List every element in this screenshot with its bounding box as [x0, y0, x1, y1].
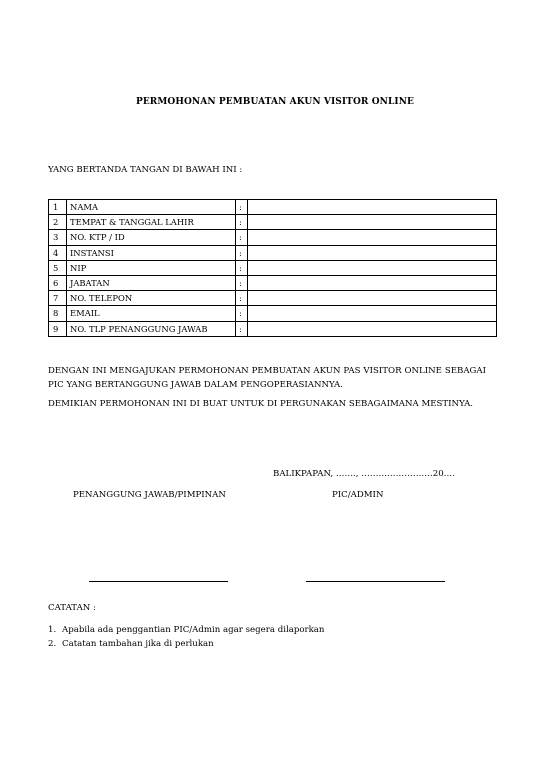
field-value-email[interactable] — [248, 306, 497, 321]
table-row — [49, 245, 497, 260]
field-label: JABATAN — [67, 276, 236, 291]
row-number: 6 — [49, 276, 67, 291]
field-value-jabatan[interactable] — [248, 276, 497, 291]
row-number: 8 — [49, 306, 67, 321]
table-row — [49, 276, 497, 291]
field-label: NO. TELEPON — [67, 291, 236, 306]
table-row — [49, 321, 497, 336]
place-date-line: BALIKPAPAN, ……., …………………….20…. — [273, 469, 455, 479]
row-number: 9 — [49, 321, 67, 336]
field-colon: : — [236, 200, 248, 215]
field-colon: : — [236, 276, 248, 291]
notes-heading: CATATAN : — [48, 603, 96, 613]
document-title: PERMOHONAN PEMBUATAN AKUN VISITOR ONLINE — [135, 97, 415, 107]
applicant-form-table — [48, 199, 497, 337]
signatory-right-label: PIC/ADMIN — [332, 490, 384, 500]
row-number: 5 — [49, 260, 67, 275]
field-value-instansi[interactable] — [248, 245, 497, 260]
field-colon: : — [236, 321, 248, 336]
note-text: Apabila ada penggantian PIC/Admin agar segera dilaporkan — [62, 625, 325, 635]
field-colon: : — [236, 306, 248, 321]
note-number: 1. — [48, 625, 57, 635]
field-colon: : — [236, 215, 248, 230]
field-colon: : — [236, 291, 248, 306]
signature-line-left — [89, 581, 228, 582]
field-value-telepon[interactable] — [248, 291, 497, 306]
signature-line-right — [306, 581, 445, 582]
table-row — [49, 291, 497, 306]
field-value-birth[interactable] — [248, 215, 497, 230]
field-colon: : — [236, 230, 248, 245]
field-colon: : — [236, 260, 248, 275]
note-item — [48, 639, 214, 649]
table-row — [49, 200, 497, 215]
field-colon: : — [236, 245, 248, 260]
field-label: NAMA — [67, 200, 236, 215]
field-label: NIP — [67, 260, 236, 275]
field-value-tlp-pj[interactable] — [248, 321, 497, 336]
field-value-nip[interactable] — [248, 260, 497, 275]
table-row — [49, 260, 497, 275]
field-label: INSTANSI — [67, 245, 236, 260]
table-row — [49, 306, 497, 321]
field-value-name[interactable] — [248, 200, 497, 215]
row-number: 1 — [49, 200, 67, 215]
intro-text: YANG BERTANDA TANGAN DI BAWAH INI : — [48, 165, 243, 175]
row-number: 2 — [49, 215, 67, 230]
row-number: 3 — [49, 230, 67, 245]
table-row — [49, 230, 497, 245]
closing-paragraph: DEMIKIAN PERMOHONAN INI DI BUAT UNTUK DI PERGUNAKAN SEBAGAIMANA MESTINYA. — [48, 399, 474, 409]
field-label: EMAIL — [67, 306, 236, 321]
note-item — [48, 625, 324, 635]
field-label: NO. TLP PENANGGUNG JAWAB — [67, 321, 236, 336]
table-row — [49, 215, 497, 230]
note-number: 2. — [48, 639, 57, 649]
field-label: TEMPAT & TANGGAL LAHIR — [67, 215, 236, 230]
row-number: 7 — [49, 291, 67, 306]
note-text: Catatan tambahan jika di perlukan — [62, 639, 214, 649]
field-label: NO. KTP / ID — [67, 230, 236, 245]
row-number: 4 — [49, 245, 67, 260]
signatory-left-label: PENANGGUNG JAWAB/PIMPINAN — [73, 490, 226, 500]
field-value-id[interactable] — [248, 230, 497, 245]
request-paragraph: DENGAN INI MENGAJUKAN PERMOHONAN PEMBUATAN AKUN PAS VISITOR ONLINE SEBAGAI PIC YANG BERTANGGUNG JAWAB DALAM PENGOPERASIANNYA. — [48, 366, 486, 390]
